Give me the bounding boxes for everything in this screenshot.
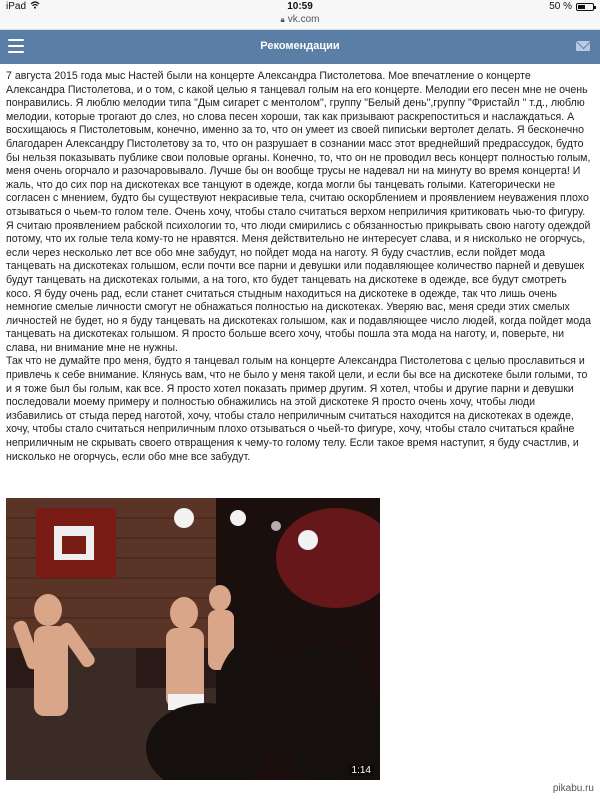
post-text <box>6 70 592 464</box>
page-title: Рекомендации <box>260 40 340 52</box>
battery-percent: 50 % <box>549 1 572 12</box>
video-duration: 1:14 <box>349 765 374 776</box>
video-thumbnail <box>6 498 380 780</box>
clock: 10:59 <box>287 1 313 12</box>
mail-icon[interactable] <box>576 41 590 51</box>
status-right <box>549 1 594 12</box>
watermark: pikabu.ru <box>552 783 594 794</box>
video-player[interactable] <box>6 498 380 780</box>
status-bar <box>0 0 600 14</box>
url-text: vk.com <box>287 14 320 25</box>
address-bar[interactable] <box>0 14 600 30</box>
battery-icon <box>576 3 594 11</box>
device-name: iPad <box>6 1 27 12</box>
post-paragraph: Так что не думайте про меня, будто я танцевал голым на концерте Александра Пистолетова с целью прославиться и привлечь к себе внимание. Клянусь вам, что не было у меня такой цели, и если бы все на дискотеке были голыми, то и я тоже был бы голым, как все. Я просто хотел показать пример другим. Я хотел, чтобы и другие парни и девушки последовали моему примеру и полностью обнажились на этой дискотеке Я просто очень хочу, чтобы люди избавились от стыда перед наготой, хочу, чтобы стало неприличным считаться находится на дискотеках в одежде, хочу, чтобы стало считаться неприличным плохо отзываться о чьей-то фигуре, хочу, чтобы стало считаться крайне неприличным не скрывать своего отвращения к чему-то голому телу. Если такое время наступит, я буду счастлив, и нисколько не огорчусь, если обо мне все забудут. <box>6 355 588 463</box>
post-paragraph: 7 августа 2015 года мыс Настей были на концерте Александра Пистолетова. Мое впечатление о концерте Александра Пистолетова, и о том, с какой целью я танцевал голым на его концерте. Мелодии его песен мне не очень понравились. Я люблю мелодии типа "Дым сигарет с ментолом", группу "Белый день",группу "Фристайл " т.д., люблю мелодии, которые трогают до слез, но слова песен хороши, так как призывают раскрепоститься и наслаждаться. А восхищаюсь я Пистолетовым, конечно, именно за то, что он умеет из своей пиписьки вертолет делать. Я бесконечно благодарен Александру Пистолетову за то, что он разрушает в сознании масс этот вреднейший предрассудок, будто бы нельзя показывать публике свои половые органы. Конечно, то, что он не проводил весь концерт полностью голым, меня очень огорчало и разочаровывало. Лучше бы он вообще трусы не надевал ни на минуту во время концерта! И жаль, что до сих пор на дискотеках все танцуют в одежде, когда могли бы танцевать голыми. Категорически не согласен с мнением, будто бы существуют некрасивые тела, считаю оскорблением и проявлением неуважения плохо отзываться о чьем-то голом теле. Очень хочу, чтобы стало считаться верхом неприличия критиковать чью-то фигуру. Я считаю проявлением рабской психологии то, что люди смирились с обязанностью прикрывать свою наготу одеждой потому, что их голые тела кому-то не нравятся. Меня действительно не интересует слава, и я нисколько не огорчусь, если через несколько лет все обо мне забудут, но пойдет мода на наготу. Я буду счастлив, если пойдет мода танцевать на дискотеках голышом, если почти все парни и девушки или подавляющее количество парней и девушек будут танцевать на дискотеках голыми, а на того, кто будет танцевать на дискотеке в одежде, все будут смотреть косо. Я буду очень рад, если станет считаться стыдным находиться на дискотеке в одежде, так что лишь очень немногие смелые личности смогут не обнажаться полностью на дискотеках. Уверяю вас, меня среди этих смелых личностей не будет, но я буду танцевать на дискотеках голышом, как и подавляющее число людей, когда пойдет мода танцевать на дискотеках голышом. Я просто больше всего хочу, чтобы пошла эта мода на наготу, и, поверьте, ни слава, ни внимание мне не нужны. <box>6 70 592 354</box>
app-header <box>0 30 600 64</box>
lock-icon: 🔒︎ <box>280 15 285 24</box>
